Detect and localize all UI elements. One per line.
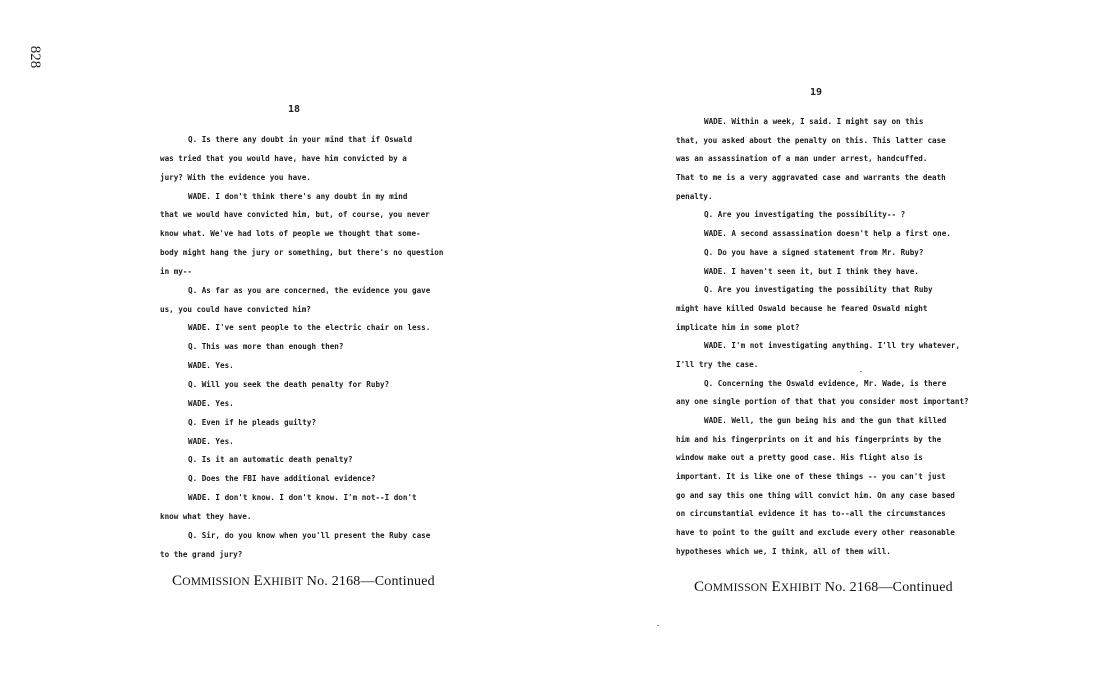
- text-line: Q. Even if he pleads guilty?: [188, 417, 317, 427]
- text-line: Q. Sir, do you know when you'll present the Ruby case: [188, 530, 431, 540]
- text-line: him and his fingerprints on it and his fingerprints by the: [676, 434, 942, 444]
- text-line: WADE. A second assassination doesn't help a first one.: [704, 229, 951, 239]
- text-line: That to me is a very aggravated case and warrants the death: [676, 173, 946, 183]
- text-line: to the grand jury?: [160, 549, 243, 559]
- spread-page-number: 828: [27, 45, 43, 69]
- text-line: have to point to the guilt and exclude every other reasonable: [676, 528, 955, 538]
- footer-initial: C: [172, 573, 183, 589]
- text-line: Q. As far as you are concerned, the evidence you gave: [188, 285, 431, 295]
- exhibit-footer: [172, 573, 435, 590]
- exhibit-footer: [694, 579, 953, 596]
- text-line: WADE. I'm not investigating anything. I'll try whatever,: [704, 341, 961, 351]
- text-line: that, you asked about the penalty on this. This latter case: [676, 135, 946, 145]
- text-line: know what they have.: [160, 511, 252, 521]
- transcript-text: [676, 116, 969, 565]
- text-line: Q. Do you have a signed statement from Mr. Ruby?: [704, 247, 924, 257]
- text-line: that we would have convicted him, but, of course, you never: [160, 210, 430, 220]
- text-line: on circumstantial evidence it has to--all the circumstances: [676, 509, 946, 519]
- text-line: was tried that you would have, have him convicted by a: [160, 153, 407, 163]
- footer-initial: C: [694, 579, 705, 595]
- footer-word: XHIBIT: [780, 582, 822, 594]
- footer-initial: E: [253, 573, 263, 589]
- text-line: might have killed Oswald because he feared Oswald might: [676, 303, 928, 313]
- text-line: jury? With the evidence you have.: [160, 172, 311, 182]
- text-line: WADE. Yes.: [188, 398, 234, 408]
- text-line: Q. Is it an automatic death penalty?: [188, 455, 353, 465]
- text-line: penalty.: [676, 191, 713, 201]
- text-line: WADE. I haven't seen it, but I think they have.: [704, 266, 919, 276]
- text-line: Q. Does the FBI have additional evidence?: [188, 474, 376, 484]
- text-line: in my--: [160, 266, 193, 276]
- transcript-text: [160, 134, 443, 567]
- text-line: any one single portion of that that you consider most important?: [676, 397, 969, 407]
- footer-number: No. 2168—Continued: [824, 580, 953, 595]
- scan-speck: [657, 625, 659, 626]
- footer-initial: E: [771, 579, 781, 595]
- text-line: Q. Are you investigating the possibility that Ruby: [704, 285, 933, 295]
- text-line: body might hang the jury or something, but there's no question: [160, 248, 444, 258]
- text-line: Q. This was more than enough then?: [188, 342, 344, 352]
- text-line: WADE. Yes.: [188, 436, 234, 446]
- text-line: go and say this one thing will convict him. On any case based: [676, 490, 955, 500]
- text-line: Q. Is there any doubt in your mind that if Oswald: [188, 135, 413, 144]
- text-line: Q. Concerning the Oswald evidence, Mr. Wade, is there: [704, 378, 947, 388]
- text-line: window make out a pretty good case. His flight also is: [676, 453, 923, 463]
- text-line: WADE. Well, the gun being his and the gun that killed: [704, 416, 947, 425]
- text-line: WADE. Within a week, I said. I might say on this: [704, 117, 924, 126]
- text-line: know what. We've had lots of people we thought that some-: [160, 229, 421, 239]
- text-line: WADE. I don't know. I don't know. I'm not--I don't: [188, 493, 417, 503]
- footer-number: No. 2168—Continued: [306, 574, 435, 589]
- scan-speck: [860, 371, 862, 372]
- text-line: I'll try the case.: [676, 359, 759, 369]
- text-line: Q. Are you investigating the possibility-- ?: [704, 210, 906, 220]
- text-line: Q. Will you seek the death penalty for Ruby?: [188, 379, 390, 389]
- text-line: WADE. I don't think there's any doubt in my mind: [188, 191, 408, 201]
- footer-word: XHIBIT: [262, 576, 304, 588]
- footer-word: OMMISSION: [182, 576, 250, 588]
- page-number: 18: [288, 104, 301, 115]
- text-line: us, you could have convicted him?: [160, 304, 311, 314]
- text-line: WADE. I've sent people to the electric chair on less.: [188, 323, 431, 333]
- page-number: 19: [810, 87, 823, 98]
- text-line: important. It is like one of these things -- you can't just: [676, 472, 946, 482]
- text-line: was an assassination of a man under arrest, handcuffed.: [676, 154, 928, 164]
- text-line: hypotheses which we, I think, all of them will.: [676, 546, 891, 556]
- footer-word: OMMISSON: [704, 582, 768, 594]
- text-line: WADE. Yes.: [188, 361, 234, 371]
- text-line: implicate him in some plot?: [676, 322, 800, 332]
